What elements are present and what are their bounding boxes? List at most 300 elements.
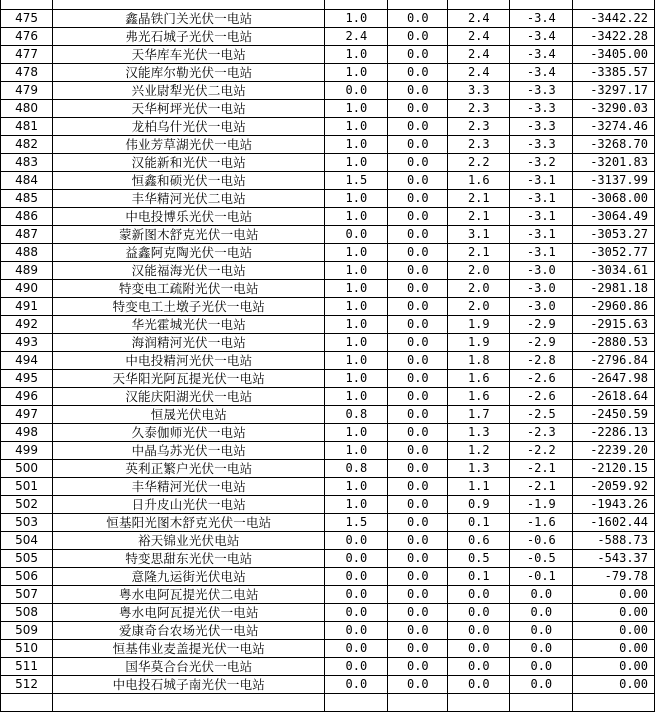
value-d-cell: 0.0 <box>510 622 573 640</box>
value-a-cell: 1.0 <box>325 388 388 406</box>
rank-cell: 493 <box>1 334 53 352</box>
value-d-cell: -2.9 <box>510 334 573 352</box>
value-b-cell: 0.0 <box>388 298 448 316</box>
rank-cell: 498 <box>1 424 53 442</box>
value-d-cell: 0.0 <box>510 586 573 604</box>
value-c-cell: 2.1 <box>448 208 510 226</box>
value-c-cell: 1.2 <box>448 442 510 460</box>
value-d-cell: -2.6 <box>510 388 573 406</box>
table-row <box>1 640 655 658</box>
value-c-cell: 2.1 <box>448 190 510 208</box>
rank-cell: 497 <box>1 406 53 424</box>
value-d-cell: 0.0 <box>510 676 573 694</box>
table-row <box>1 532 655 550</box>
value-b-cell: 0.0 <box>388 82 448 100</box>
value-e-cell: -3052.77 <box>573 244 655 262</box>
value-e-cell: -2960.86 <box>573 298 655 316</box>
table-row <box>1 622 655 640</box>
table-row <box>1 10 655 28</box>
table-row <box>1 478 655 496</box>
value-d-cell: -3.0 <box>510 280 573 298</box>
value-e-cell: -3442.22 <box>573 10 655 28</box>
value-b-cell: 0.0 <box>388 172 448 190</box>
value-a-cell: 1.0 <box>325 478 388 496</box>
value-d-cell: -3.3 <box>510 100 573 118</box>
value-d-cell: -3.4 <box>510 64 573 82</box>
value-e-cell: -3064.49 <box>573 208 655 226</box>
station-name-cell: 兴业尉犁光伏二电站 <box>53 82 325 100</box>
value-a-cell: 1.5 <box>325 514 388 532</box>
value-e-cell: 0.00 <box>573 622 655 640</box>
rank-cell: 512 <box>1 676 53 694</box>
value-c-cell: 0.0 <box>448 586 510 604</box>
table-row-cut <box>1 694 655 712</box>
value-e-cell: -3385.57 <box>573 64 655 82</box>
value-e-cell: -3268.70 <box>573 136 655 154</box>
rank-cell <box>1 0 53 10</box>
value-d-cell: -2.5 <box>510 406 573 424</box>
value-a-cell: 0.0 <box>325 658 388 676</box>
value-a-cell: 1.5 <box>325 172 388 190</box>
value-c-cell: 1.9 <box>448 334 510 352</box>
value-d-cell: -2.6 <box>510 370 573 388</box>
rank-cell: 511 <box>1 658 53 676</box>
station-name-cell: 华光霍城光伏一电站 <box>53 316 325 334</box>
table-body <box>1 0 655 712</box>
value-a-cell: 1.0 <box>325 262 388 280</box>
rank-cell: 503 <box>1 514 53 532</box>
value-a-cell: 1.0 <box>325 370 388 388</box>
rank-cell: 487 <box>1 226 53 244</box>
station-name-cell: 弗光石城子光伏一电站 <box>53 28 325 46</box>
table-row <box>1 244 655 262</box>
value-c-cell: 0.0 <box>448 604 510 622</box>
table-row <box>1 280 655 298</box>
table-row <box>1 658 655 676</box>
value-e-cell: -3405.00 <box>573 46 655 64</box>
value-c-cell: 0.5 <box>448 550 510 568</box>
station-name-cell: 中电投精河光伏一电站 <box>53 352 325 370</box>
value-c-cell: 2.0 <box>448 262 510 280</box>
value-a-cell: 0.0 <box>325 550 388 568</box>
value-c-cell: 0.0 <box>448 640 510 658</box>
value-e-cell: -2120.15 <box>573 460 655 478</box>
value-e-cell: 0.00 <box>573 658 655 676</box>
value-c-cell: 2.1 <box>448 244 510 262</box>
value-a-cell: 1.0 <box>325 10 388 28</box>
value-c-cell: 1.7 <box>448 406 510 424</box>
value-c-cell: 0.0 <box>448 622 510 640</box>
rank-cell: 479 <box>1 82 53 100</box>
station-name-cell: 中电投博乐光伏一电站 <box>53 208 325 226</box>
value-d-cell: -3.4 <box>510 28 573 46</box>
value-b-cell: 0.0 <box>388 280 448 298</box>
station-name-cell: 汉能庆阳湖光伏一电站 <box>53 388 325 406</box>
value-e-cell <box>573 0 655 10</box>
value-e-cell: -3201.83 <box>573 154 655 172</box>
value-b-cell: 0.0 <box>388 136 448 154</box>
value-d-cell: -2.8 <box>510 352 573 370</box>
rank-cell: 482 <box>1 136 53 154</box>
value-a-cell: 0.0 <box>325 586 388 604</box>
rank-cell: 475 <box>1 10 53 28</box>
value-b-cell: 0.0 <box>388 10 448 28</box>
rank-cell: 477 <box>1 46 53 64</box>
station-name-cell: 汉能新和光伏一电站 <box>53 154 325 172</box>
value-a-cell: 1.0 <box>325 64 388 82</box>
value-a-cell: 1.0 <box>325 46 388 64</box>
value-c-cell: 0.0 <box>448 658 510 676</box>
station-name-cell: 恒基阳光图木舒克光伏一电站 <box>53 514 325 532</box>
value-e-cell: -3274.46 <box>573 118 655 136</box>
rank-cell: 488 <box>1 244 53 262</box>
rank-cell: 478 <box>1 64 53 82</box>
value-d-cell: -1.9 <box>510 496 573 514</box>
rank-cell: 492 <box>1 316 53 334</box>
value-e-cell: -3297.17 <box>573 82 655 100</box>
value-d-cell: -3.1 <box>510 226 573 244</box>
value-c-cell: 2.4 <box>448 46 510 64</box>
table-row-cut <box>1 0 655 10</box>
table-row <box>1 514 655 532</box>
value-b-cell: 0.0 <box>388 334 448 352</box>
station-name-cell: 爱康奇台农场光伏一电站 <box>53 622 325 640</box>
station-name-cell: 中电投石城子南光伏一电站 <box>53 676 325 694</box>
value-a-cell: 1.0 <box>325 352 388 370</box>
rank-cell: 481 <box>1 118 53 136</box>
table-row <box>1 388 655 406</box>
station-name-cell: 鑫晶铁门关光伏一电站 <box>53 10 325 28</box>
value-d-cell: -3.4 <box>510 46 573 64</box>
station-name-cell: 汉能福海光伏一电站 <box>53 262 325 280</box>
station-name-cell: 中晶乌苏光伏一电站 <box>53 442 325 460</box>
value-a-cell: 0.0 <box>325 568 388 586</box>
value-b-cell: 0.0 <box>388 424 448 442</box>
value-c-cell: 2.3 <box>448 136 510 154</box>
value-c-cell: 0.6 <box>448 532 510 550</box>
value-c-cell: 2.3 <box>448 100 510 118</box>
value-c-cell: 1.1 <box>448 478 510 496</box>
value-a-cell: 1.0 <box>325 442 388 460</box>
rank-cell: 485 <box>1 190 53 208</box>
value-e-cell: -2618.64 <box>573 388 655 406</box>
table-row <box>1 64 655 82</box>
table-row <box>1 208 655 226</box>
rank-cell: 505 <box>1 550 53 568</box>
station-name-cell <box>53 0 325 10</box>
rank-cell: 483 <box>1 154 53 172</box>
value-e-cell: -2239.20 <box>573 442 655 460</box>
value-d-cell: 0.0 <box>510 658 573 676</box>
station-name-cell: 国华莫合台光伏一电站 <box>53 658 325 676</box>
value-c-cell: 0.1 <box>448 514 510 532</box>
value-e-cell: -2796.84 <box>573 352 655 370</box>
value-b-cell: 0.0 <box>388 226 448 244</box>
table-row <box>1 136 655 154</box>
rank-cell: 495 <box>1 370 53 388</box>
table-row <box>1 28 655 46</box>
value-b-cell: 0.0 <box>388 460 448 478</box>
table-row <box>1 604 655 622</box>
value-e-cell: -2915.63 <box>573 316 655 334</box>
value-b-cell: 0.0 <box>388 352 448 370</box>
value-b-cell: 0.0 <box>388 622 448 640</box>
table-row <box>1 352 655 370</box>
rank-cell: 504 <box>1 532 53 550</box>
value-c-cell: 2.0 <box>448 280 510 298</box>
value-c-cell: 1.3 <box>448 424 510 442</box>
value-a-cell <box>325 0 388 10</box>
station-name-cell: 粤水电阿瓦提光伏一电站 <box>53 604 325 622</box>
value-c-cell: 1.6 <box>448 388 510 406</box>
value-c-cell: 0.0 <box>448 676 510 694</box>
value-b-cell: 0.0 <box>388 640 448 658</box>
station-name-cell: 粤水电阿瓦提光伏二电站 <box>53 586 325 604</box>
value-c-cell: 1.8 <box>448 352 510 370</box>
value-c-cell: 2.4 <box>448 28 510 46</box>
value-c-cell: 1.3 <box>448 460 510 478</box>
value-e-cell: 0.00 <box>573 604 655 622</box>
value-d-cell: -0.5 <box>510 550 573 568</box>
value-e-cell: -3290.03 <box>573 100 655 118</box>
value-a-cell: 2.4 <box>325 28 388 46</box>
value-e-cell: -2981.18 <box>573 280 655 298</box>
value-b-cell: 0.0 <box>388 604 448 622</box>
value-e-cell: -2450.59 <box>573 406 655 424</box>
value-b-cell: 0.0 <box>388 568 448 586</box>
value-b-cell: 0.0 <box>388 208 448 226</box>
rank-cell: 508 <box>1 604 53 622</box>
value-e-cell: -2059.92 <box>573 478 655 496</box>
value-a-cell: 0.0 <box>325 82 388 100</box>
station-name-cell: 特变电工土墩子光伏一电站 <box>53 298 325 316</box>
value-b-cell: 0.0 <box>388 118 448 136</box>
rank-cell: 499 <box>1 442 53 460</box>
value-a-cell: 1.0 <box>325 136 388 154</box>
value-b-cell: 0.0 <box>388 550 448 568</box>
table-row <box>1 298 655 316</box>
table-row <box>1 550 655 568</box>
value-d-cell: -3.4 <box>510 10 573 28</box>
value-e-cell: -2286.13 <box>573 424 655 442</box>
value-e-cell: -79.78 <box>573 568 655 586</box>
value-d-cell: -2.3 <box>510 424 573 442</box>
rank-cell <box>1 694 53 712</box>
rank-cell: 480 <box>1 100 53 118</box>
value-a-cell: 0.0 <box>325 622 388 640</box>
table-row <box>1 586 655 604</box>
value-a-cell: 1.0 <box>325 316 388 334</box>
rank-cell: 509 <box>1 622 53 640</box>
value-d-cell: -1.6 <box>510 514 573 532</box>
table-row <box>1 262 655 280</box>
value-d-cell: -3.1 <box>510 190 573 208</box>
table-row <box>1 46 655 64</box>
table-row <box>1 172 655 190</box>
value-d-cell: -3.1 <box>510 244 573 262</box>
value-b-cell: 0.0 <box>388 496 448 514</box>
value-e-cell: -588.73 <box>573 532 655 550</box>
station-name-cell: 天华柯坪光伏一电站 <box>53 100 325 118</box>
value-e-cell: -3137.99 <box>573 172 655 190</box>
table-row <box>1 226 655 244</box>
value-d-cell: -2.2 <box>510 442 573 460</box>
station-name-cell: 蒙新图木舒克光伏一电站 <box>53 226 325 244</box>
value-d-cell: -2.1 <box>510 478 573 496</box>
value-b-cell <box>388 694 448 712</box>
value-e-cell: -543.37 <box>573 550 655 568</box>
station-name-cell: 恒基伟业麦盖提光伏一电站 <box>53 640 325 658</box>
value-c-cell: 1.6 <box>448 172 510 190</box>
rank-cell: 496 <box>1 388 53 406</box>
value-d-cell: -3.3 <box>510 82 573 100</box>
value-e-cell: 0.00 <box>573 676 655 694</box>
station-name-cell: 益鑫阿克陶光伏一电站 <box>53 244 325 262</box>
table-row <box>1 370 655 388</box>
rank-cell: 510 <box>1 640 53 658</box>
value-c-cell: 3.3 <box>448 82 510 100</box>
table-row <box>1 316 655 334</box>
station-name-cell: 久泰伽师光伏一电站 <box>53 424 325 442</box>
value-b-cell <box>388 0 448 10</box>
station-name-cell: 丰华精河光伏一电站 <box>53 478 325 496</box>
value-c-cell: 2.3 <box>448 118 510 136</box>
station-name-cell: 恒鑫和硕光伏一电站 <box>53 172 325 190</box>
value-a-cell: 0.0 <box>325 676 388 694</box>
rank-cell: 500 <box>1 460 53 478</box>
table-row <box>1 334 655 352</box>
station-name-cell: 天华库车光伏一电站 <box>53 46 325 64</box>
value-e-cell: 0.00 <box>573 586 655 604</box>
value-a-cell: 1.0 <box>325 334 388 352</box>
value-c-cell: 0.9 <box>448 496 510 514</box>
value-b-cell: 0.0 <box>388 370 448 388</box>
value-d-cell: -3.0 <box>510 262 573 280</box>
value-c-cell: 2.0 <box>448 298 510 316</box>
value-d-cell: 0.0 <box>510 640 573 658</box>
table-row <box>1 190 655 208</box>
value-d-cell: -3.1 <box>510 208 573 226</box>
value-d-cell <box>510 694 573 712</box>
value-d-cell <box>510 0 573 10</box>
value-e-cell <box>573 694 655 712</box>
station-name-cell: 丰华精河光伏二电站 <box>53 190 325 208</box>
station-name-cell: 特变思甜东光伏一电站 <box>53 550 325 568</box>
value-d-cell: -3.3 <box>510 136 573 154</box>
value-c-cell <box>448 694 510 712</box>
value-e-cell: -3034.61 <box>573 262 655 280</box>
station-name-cell <box>53 694 325 712</box>
value-b-cell: 0.0 <box>388 316 448 334</box>
value-b-cell: 0.0 <box>388 406 448 424</box>
station-name-cell: 伟业芳草湖光伏一电站 <box>53 136 325 154</box>
value-b-cell: 0.0 <box>388 514 448 532</box>
table-row <box>1 118 655 136</box>
value-c-cell: 1.6 <box>448 370 510 388</box>
rank-cell: 484 <box>1 172 53 190</box>
station-name-cell: 龙柏乌什光伏一电站 <box>53 118 325 136</box>
rank-cell: 491 <box>1 298 53 316</box>
value-c-cell <box>448 0 510 10</box>
value-d-cell: -3.0 <box>510 298 573 316</box>
value-a-cell: 1.0 <box>325 118 388 136</box>
value-e-cell: -3422.28 <box>573 28 655 46</box>
value-b-cell: 0.0 <box>388 262 448 280</box>
value-a-cell: 1.0 <box>325 190 388 208</box>
value-b-cell: 0.0 <box>388 478 448 496</box>
value-b-cell: 0.0 <box>388 46 448 64</box>
table-row <box>1 100 655 118</box>
value-d-cell: -2.1 <box>510 460 573 478</box>
value-b-cell: 0.0 <box>388 64 448 82</box>
value-d-cell: -0.6 <box>510 532 573 550</box>
station-name-cell: 海润精河光伏一电站 <box>53 334 325 352</box>
station-name-cell: 日升皮山光伏一电站 <box>53 496 325 514</box>
value-c-cell: 2.2 <box>448 154 510 172</box>
value-e-cell: -3068.00 <box>573 190 655 208</box>
value-a-cell: 0.0 <box>325 532 388 550</box>
value-d-cell: -3.2 <box>510 154 573 172</box>
value-e-cell: -1943.26 <box>573 496 655 514</box>
value-a-cell: 1.0 <box>325 244 388 262</box>
value-d-cell: 0.0 <box>510 604 573 622</box>
value-a-cell <box>325 694 388 712</box>
value-a-cell: 0.8 <box>325 460 388 478</box>
value-a-cell: 1.0 <box>325 280 388 298</box>
value-a-cell: 1.0 <box>325 154 388 172</box>
value-c-cell: 2.4 <box>448 64 510 82</box>
rank-cell: 506 <box>1 568 53 586</box>
value-a-cell: 0.0 <box>325 640 388 658</box>
value-b-cell: 0.0 <box>388 676 448 694</box>
rank-cell: 490 <box>1 280 53 298</box>
value-b-cell: 0.0 <box>388 388 448 406</box>
value-c-cell: 3.1 <box>448 226 510 244</box>
rank-cell: 476 <box>1 28 53 46</box>
value-b-cell: 0.0 <box>388 190 448 208</box>
value-c-cell: 1.9 <box>448 316 510 334</box>
table-row <box>1 406 655 424</box>
value-a-cell: 1.0 <box>325 496 388 514</box>
value-b-cell: 0.0 <box>388 658 448 676</box>
value-a-cell: 0.0 <box>325 226 388 244</box>
value-b-cell: 0.0 <box>388 244 448 262</box>
value-b-cell: 0.0 <box>388 532 448 550</box>
table-row <box>1 568 655 586</box>
station-name-cell: 恒晟光伏电站 <box>53 406 325 424</box>
table-row <box>1 676 655 694</box>
station-name-cell: 汉能库尔勒光伏一电站 <box>53 64 325 82</box>
value-b-cell: 0.0 <box>388 154 448 172</box>
value-e-cell: -2647.98 <box>573 370 655 388</box>
value-e-cell: -2880.53 <box>573 334 655 352</box>
value-e-cell: 0.00 <box>573 640 655 658</box>
value-e-cell: -3053.27 <box>573 226 655 244</box>
rank-cell: 507 <box>1 586 53 604</box>
value-b-cell: 0.0 <box>388 100 448 118</box>
value-a-cell: 1.0 <box>325 424 388 442</box>
value-d-cell: -3.1 <box>510 172 573 190</box>
rank-cell: 486 <box>1 208 53 226</box>
value-b-cell: 0.0 <box>388 28 448 46</box>
table-row <box>1 496 655 514</box>
table-row <box>1 442 655 460</box>
station-name-cell: 裕天锦业光伏电站 <box>53 532 325 550</box>
table-row <box>1 82 655 100</box>
station-name-cell: 英利正繁户光伏一电站 <box>53 460 325 478</box>
table-row <box>1 424 655 442</box>
value-a-cell: 1.0 <box>325 298 388 316</box>
